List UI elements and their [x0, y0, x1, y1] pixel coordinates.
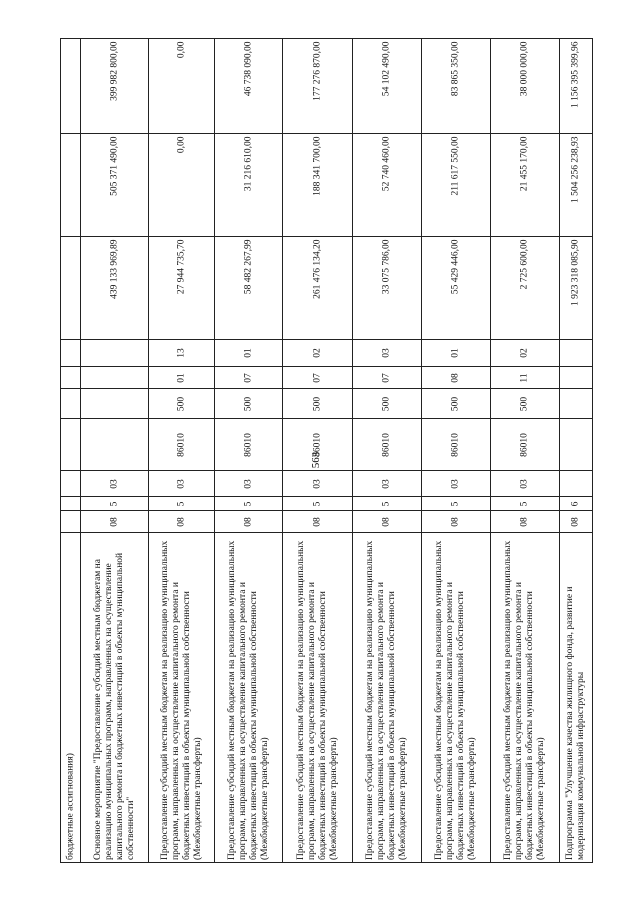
row-amount2: 505 371 490,00 — [109, 136, 119, 196]
table-cell-code5 — [559, 388, 593, 419]
row-description: Основное мероприятие "Предоставление субсидий местным бюджетам на реализацию муниципальных программ, направленных на осуществление капитального ремонта и бюджетных инвестиций в объекты муниципальной собственности" — [92, 552, 136, 860]
row-amount2: 1 504 256 238,93 — [570, 136, 581, 203]
table-cell-amount2 — [421, 133, 491, 237]
table-cell-code6 — [490, 366, 560, 389]
row-code1: 08 — [519, 516, 530, 527]
row-amount1: 2 725 600,00 — [519, 239, 530, 290]
table-cell-amount1 — [282, 236, 353, 340]
row-code2: 5 — [381, 501, 392, 506]
table-cell-code4 — [490, 418, 560, 471]
table-cell-code2 — [282, 496, 353, 511]
row-code7: 02 — [519, 348, 530, 358]
table-cell-code6 — [352, 366, 422, 389]
row-code6: 01 — [176, 372, 186, 383]
row-amount2: 211 617 550,00 — [450, 136, 461, 196]
row-code6: 07 — [381, 372, 392, 383]
table-cell-code5 — [421, 388, 491, 419]
table-cell-code1 — [559, 510, 593, 533]
table-cell-amount2 — [80, 133, 149, 237]
table-cell-code3 — [214, 470, 283, 497]
row-code6: 08 — [450, 372, 461, 383]
table-cell-code5 — [214, 388, 283, 419]
row-code1: 08 — [450, 516, 461, 527]
table-cell-code1 — [60, 510, 81, 533]
table-cell-code2 — [148, 496, 215, 511]
table-cell-code7 — [80, 339, 149, 367]
table-cell-code1 — [421, 510, 491, 533]
row-code5: 500 — [243, 396, 253, 411]
table-cell-code7 — [148, 339, 215, 367]
table-cell-code2 — [490, 496, 560, 511]
row-code7: 03 — [381, 348, 392, 358]
table-cell-code4 — [282, 418, 353, 471]
table-cell-amount3 — [80, 38, 149, 134]
row-code3: 03 — [109, 478, 119, 489]
row-amount1: 1 923 318 085,90 — [570, 239, 581, 306]
table-cell-amount1 — [559, 236, 593, 340]
table-cell-amount1 — [352, 236, 422, 340]
table-cell-code4 — [80, 418, 149, 471]
row-description: Предоставление субсидий местным бюджетам на реализацию муниципальных программ, направленных на осуществление капитального ремонта и бюджетных инвестиций в объекты муниципальной собственности (Межбюджетные трансферты) — [434, 540, 477, 860]
table-cell-code2 — [60, 496, 81, 511]
table-cell-amount1 — [214, 236, 283, 340]
table-cell-name — [214, 532, 283, 863]
table-cell-code7 — [421, 339, 491, 367]
table-cell-code1 — [80, 510, 149, 533]
row-code4: 86010 — [381, 432, 392, 457]
table-cell-code2 — [421, 496, 491, 511]
row-description: Предоставление субсидий местным бюджетам на реализацию муниципальных программ, направленных на осуществление капитального ремонта и бюджетных инвестиций в объекты муниципальной собственности (Межбюджетные трансферты) — [365, 540, 408, 860]
row-code7: 01 — [450, 348, 461, 358]
table-cell-code6 — [421, 366, 491, 389]
table-cell-code6 — [559, 366, 593, 389]
table-cell-code7 — [282, 339, 353, 367]
row-amount1: 55 429 446,00 — [450, 239, 461, 295]
table-cell-code3 — [148, 470, 215, 497]
row-description: Предоставление субсидий местным бюджетам на реализацию муниципальных программ, направленных на осуществление капитального ремонта и бюджетных инвестиций в объекты муниципальной собственности (Межбюджетные трансферты) — [226, 540, 270, 860]
table-cell-code1 — [352, 510, 422, 533]
table-cell-code7 — [60, 339, 81, 367]
row-amount2: 0,00 — [176, 136, 186, 154]
table-cell-code1 — [148, 510, 215, 533]
row-code1: 08 — [243, 516, 253, 527]
table-cell-name — [148, 532, 215, 863]
table-cell-code1 — [490, 510, 560, 533]
row-code1: 08 — [109, 516, 119, 527]
row-amount3: 46 738 090,00 — [243, 41, 253, 97]
table-cell-code5 — [60, 388, 81, 419]
table-cell-name — [80, 532, 149, 863]
table-cell-code4 — [60, 418, 81, 471]
table-cell-code5 — [148, 388, 215, 419]
row-description: Подпрограмма "Улучшение качества жилищного фонда, развитие и модернизация коммунальной инфраструктуры — [565, 585, 586, 860]
row-code3: 03 — [450, 478, 461, 489]
table-cell-name — [559, 532, 593, 863]
row-amount2: 52 740 460,00 — [381, 136, 392, 192]
row-amount2: 21 455 170,00 — [519, 136, 530, 192]
table-cell-amount3 — [421, 38, 491, 134]
table-cell-code7 — [559, 339, 593, 367]
row-code3: 03 — [381, 478, 392, 489]
row-code1: 08 — [381, 516, 392, 527]
table-cell-code3 — [282, 470, 353, 497]
table-cell-amount3 — [352, 38, 422, 134]
row-code5: 500 — [450, 396, 461, 411]
row-code6: 07 — [312, 372, 322, 383]
table-cell-code6 — [148, 366, 215, 389]
row-amount1: 33 075 786,00 — [381, 239, 392, 295]
table-cell-amount3 — [60, 38, 81, 134]
row-amount3: 83 865 350,00 — [450, 41, 461, 97]
table-cell-code7 — [490, 339, 560, 367]
table-cell-name — [490, 532, 560, 863]
row-amount1: 58 482 267,99 — [243, 239, 253, 295]
table-cell-code5 — [352, 388, 422, 419]
row-code4: 86010 — [312, 432, 322, 457]
row-code2: 5 — [312, 501, 322, 506]
table-cell-code4 — [214, 418, 283, 471]
row-code2: 5 — [243, 501, 253, 506]
table-cell-amount1 — [490, 236, 560, 340]
row-code2: 5 — [109, 501, 119, 506]
row-amount3: 38 000 000,00 — [519, 41, 530, 97]
row-description: Предоставление субсидий местным бюджетам на реализацию муниципальных программ, направленных на осуществление капитального ремонта и бюджетных инвестиций в объекты муниципальной собственности (Межбюджетные трансферты) — [503, 540, 546, 860]
table-cell-code4 — [559, 418, 593, 471]
row-code2: 5 — [176, 501, 186, 506]
row-amount2: 188 341 700,00 — [312, 136, 322, 196]
table-cell-amount3 — [282, 38, 353, 134]
table-cell-amount3 — [148, 38, 215, 134]
table-cell-amount1 — [421, 236, 491, 340]
row-code7: 13 — [176, 348, 186, 358]
table-cell-code3 — [80, 470, 149, 497]
table-cell-code5 — [282, 388, 353, 419]
table-cell-amount2 — [490, 133, 560, 237]
row-code4: 86010 — [243, 432, 253, 457]
table-cell-code5 — [490, 388, 560, 419]
table-cell-code4 — [421, 418, 491, 471]
table-cell-amount3 — [214, 38, 283, 134]
row-code4: 86010 — [519, 432, 530, 457]
row-description: бюджетные ассигнования) — [65, 752, 75, 860]
page-number: 563 — [310, 451, 322, 469]
table-cell-code4 — [352, 418, 422, 471]
row-amount2: 31 216 610,00 — [243, 136, 253, 192]
table-cell-amount3 — [490, 38, 560, 134]
row-code5: 500 — [519, 396, 530, 411]
row-code7: 01 — [243, 348, 253, 358]
table-cell-name — [282, 532, 353, 863]
table-cell-amount1 — [80, 236, 149, 340]
row-code6: 11 — [519, 372, 530, 383]
row-code2: 5 — [519, 501, 530, 506]
table-cell-code2 — [214, 496, 283, 511]
table-cell-amount1 — [60, 236, 81, 340]
row-code5: 500 — [312, 396, 322, 411]
table-cell-code6 — [80, 366, 149, 389]
row-code2: 6 — [570, 501, 581, 506]
row-code3: 03 — [176, 478, 186, 489]
table-cell-amount2 — [214, 133, 283, 237]
row-amount3: 399 982 800,00 — [109, 41, 119, 101]
table-cell-code7 — [352, 339, 422, 367]
table-cell-code2 — [559, 496, 593, 511]
table-cell-name — [60, 532, 81, 863]
row-code3: 03 — [519, 478, 530, 489]
row-code3: 03 — [243, 478, 253, 489]
row-code7: 02 — [312, 348, 322, 358]
table-cell-name — [421, 532, 491, 863]
table-cell-amount2 — [559, 133, 593, 237]
row-code4: 86010 — [450, 432, 461, 457]
row-amount1: 261 476 134,20 — [312, 239, 322, 299]
table-cell-amount2 — [282, 133, 353, 237]
table-cell-amount3 — [559, 38, 593, 134]
table-cell-code1 — [282, 510, 353, 533]
row-code6: 07 — [243, 372, 253, 383]
table-cell-amount2 — [60, 133, 81, 237]
row-code2: 5 — [450, 501, 461, 506]
row-code3: 03 — [312, 478, 322, 489]
table-cell-code6 — [282, 366, 353, 389]
table-cell-name — [352, 532, 422, 863]
table-cell-code1 — [214, 510, 283, 533]
row-code4: 86010 — [176, 432, 186, 457]
table-cell-code6 — [60, 366, 81, 389]
row-code1: 08 — [570, 516, 581, 527]
table-cell-code4 — [148, 418, 215, 471]
row-description: Предоставление субсидий местным бюджетам на реализацию муниципальных программ, направленных на осуществление капитального ремонта и бюджетных инвестиций в объекты муниципальной собственности (Межбюджетные трансферты) — [295, 540, 339, 860]
table-cell-code3 — [421, 470, 491, 497]
table-cell-code5 — [80, 388, 149, 419]
row-code5: 500 — [381, 396, 392, 411]
table-cell-code7 — [214, 339, 283, 367]
table-cell-amount2 — [148, 133, 215, 237]
table-cell-code3 — [352, 470, 422, 497]
row-amount3: 54 102 490,00 — [381, 41, 392, 97]
row-description: Предоставление субсидий местным бюджетам на реализацию муниципальных программ, направленных на осуществление капитального ремонта и бюджетных инвестиций в объекты муниципальной собственности (Межбюджетные трансферты) — [159, 540, 203, 860]
row-amount3: 177 276 870,00 — [312, 41, 322, 101]
table-cell-code3 — [559, 470, 593, 497]
table-cell-code3 — [490, 470, 560, 497]
row-amount1: 439 133 969,89 — [109, 239, 119, 299]
row-code1: 08 — [312, 516, 322, 527]
row-amount3: 0,00 — [176, 41, 186, 59]
table-cell-code6 — [214, 366, 283, 389]
row-code5: 500 — [176, 396, 186, 411]
row-amount1: 27 944 735,70 — [176, 239, 186, 295]
row-code1: 08 — [176, 516, 186, 527]
table-cell-code2 — [352, 496, 422, 511]
row-amount3: 1 156 395 399,96 — [570, 41, 581, 108]
table-cell-amount2 — [352, 133, 422, 237]
table-cell-code2 — [80, 496, 149, 511]
table-cell-code3 — [60, 470, 81, 497]
table-cell-amount1 — [148, 236, 215, 340]
